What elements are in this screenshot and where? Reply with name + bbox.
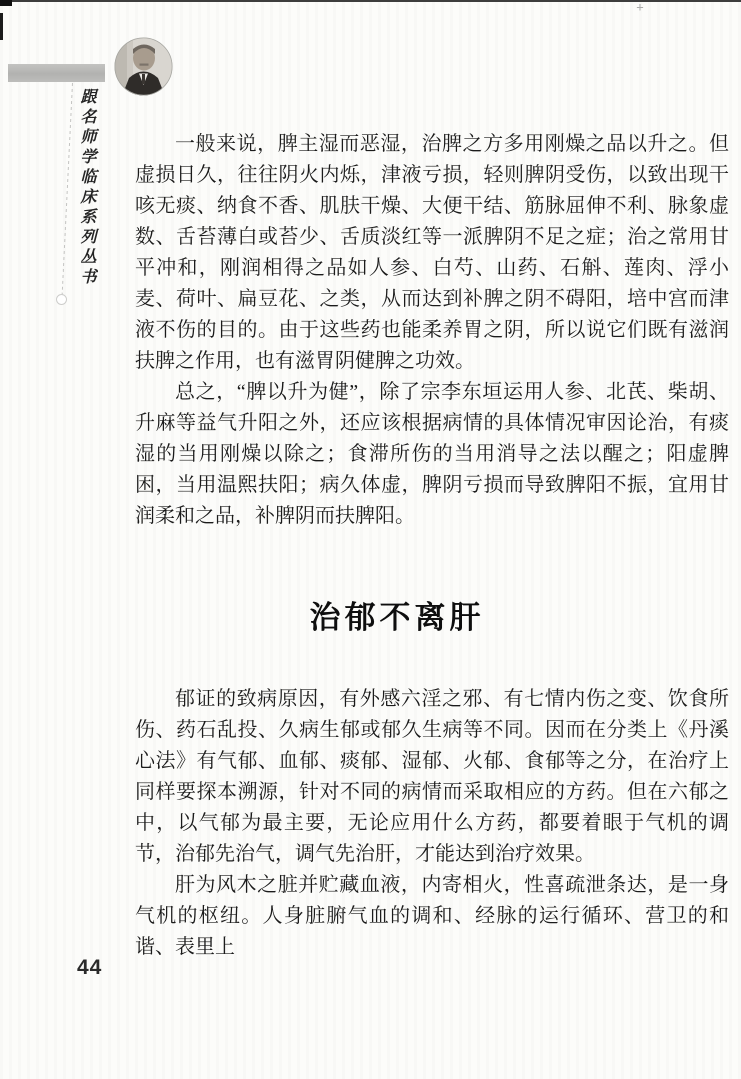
author-photo: [114, 37, 173, 96]
paragraph-liver-function: 肝为风木之脏并贮藏血液，内寄相火，性喜疏泄条达，是一身气机的枢纽。人身脏腑气血的调和、经脉的运行循环、营卫的和谐、表里上: [135, 874, 729, 958]
section-heading: 治郁不离肝: [309, 600, 485, 635]
decorative-gray-bar: [8, 64, 105, 82]
scan-left-edge-mark: [0, 13, 3, 40]
paragraph-spleen-dampness: 一般来说，脾主湿而恶湿，治脾之方多用刚燥之品以升之。但虚损日久，往往阴火内烁，津液亏损，轻则脾阴受伤，以致出现干咳无痰、纳食不香、肌肤干燥、大便干结、筋脉屈伸不利、脉象虚数、舌苔薄白或苔少、舌质淡红等一派脾阴不足之症；治之常用甘平冲和，刚润相得之品如人参、白芍、山药、石斛、莲肉、浮小麦、荷叶、扁豆花、之类，从而达到补脾之阴不碍阳，培中宫而津液不伤的目的。由于这些药也能柔养胃之阴，所以说它们既有滋润扶脾之作用，也有滋胃阴健脾之功效。: [135, 133, 729, 372]
author-photo-image: [114, 37, 173, 96]
series-title-vertical: 跟名师学临床系列丛书: [78, 88, 95, 288]
body-text-before-heading: [135, 129, 729, 532]
body-text-after-heading: [135, 684, 729, 963]
scan-corner-mark: [0, 0, 12, 6]
sidebar-divider-line: [62, 83, 73, 295]
paragraph-depression-causes: 郁证的致病原因，有外感六淫之邪、有七情内伤之变、饮食所伤、药石乱投、久病生郁或郁久生病等不同。因而在分类上《丹溪心法》有气郁、血郁、痰郁、湿郁、火郁、食郁等之分，在治疗上同样要探本溯源，针对不同的病情而采取相应的方药。但在六郁之中，以气郁为最主要，无论应用什么方药，都要着眼于气机的调节，治郁先治气，调气先治肝，才能达到治疗效果。: [135, 688, 729, 865]
paragraph-spleen-summary: 总之，“脾以升为健”，除了宗李东垣运用人参、北芪、柴胡、升麻等益气升阳之外，还应该根据病情的具体情况审因论治，有痰湿的当用刚燥以除之；食滞所伤的当用消导之法以醒之；阳虚脾困，当用温熙扶阳；病久体虚，脾阴亏损而导致脾阳不振，宜用甘润柔和之品，补脾阴而扶脾阳。: [135, 381, 729, 527]
registration-mark: +: [636, 0, 644, 14]
scan-top-edge-line: [0, 0, 741, 2]
line-end-ornament: [56, 294, 67, 305]
page-number: 44: [77, 956, 103, 979]
